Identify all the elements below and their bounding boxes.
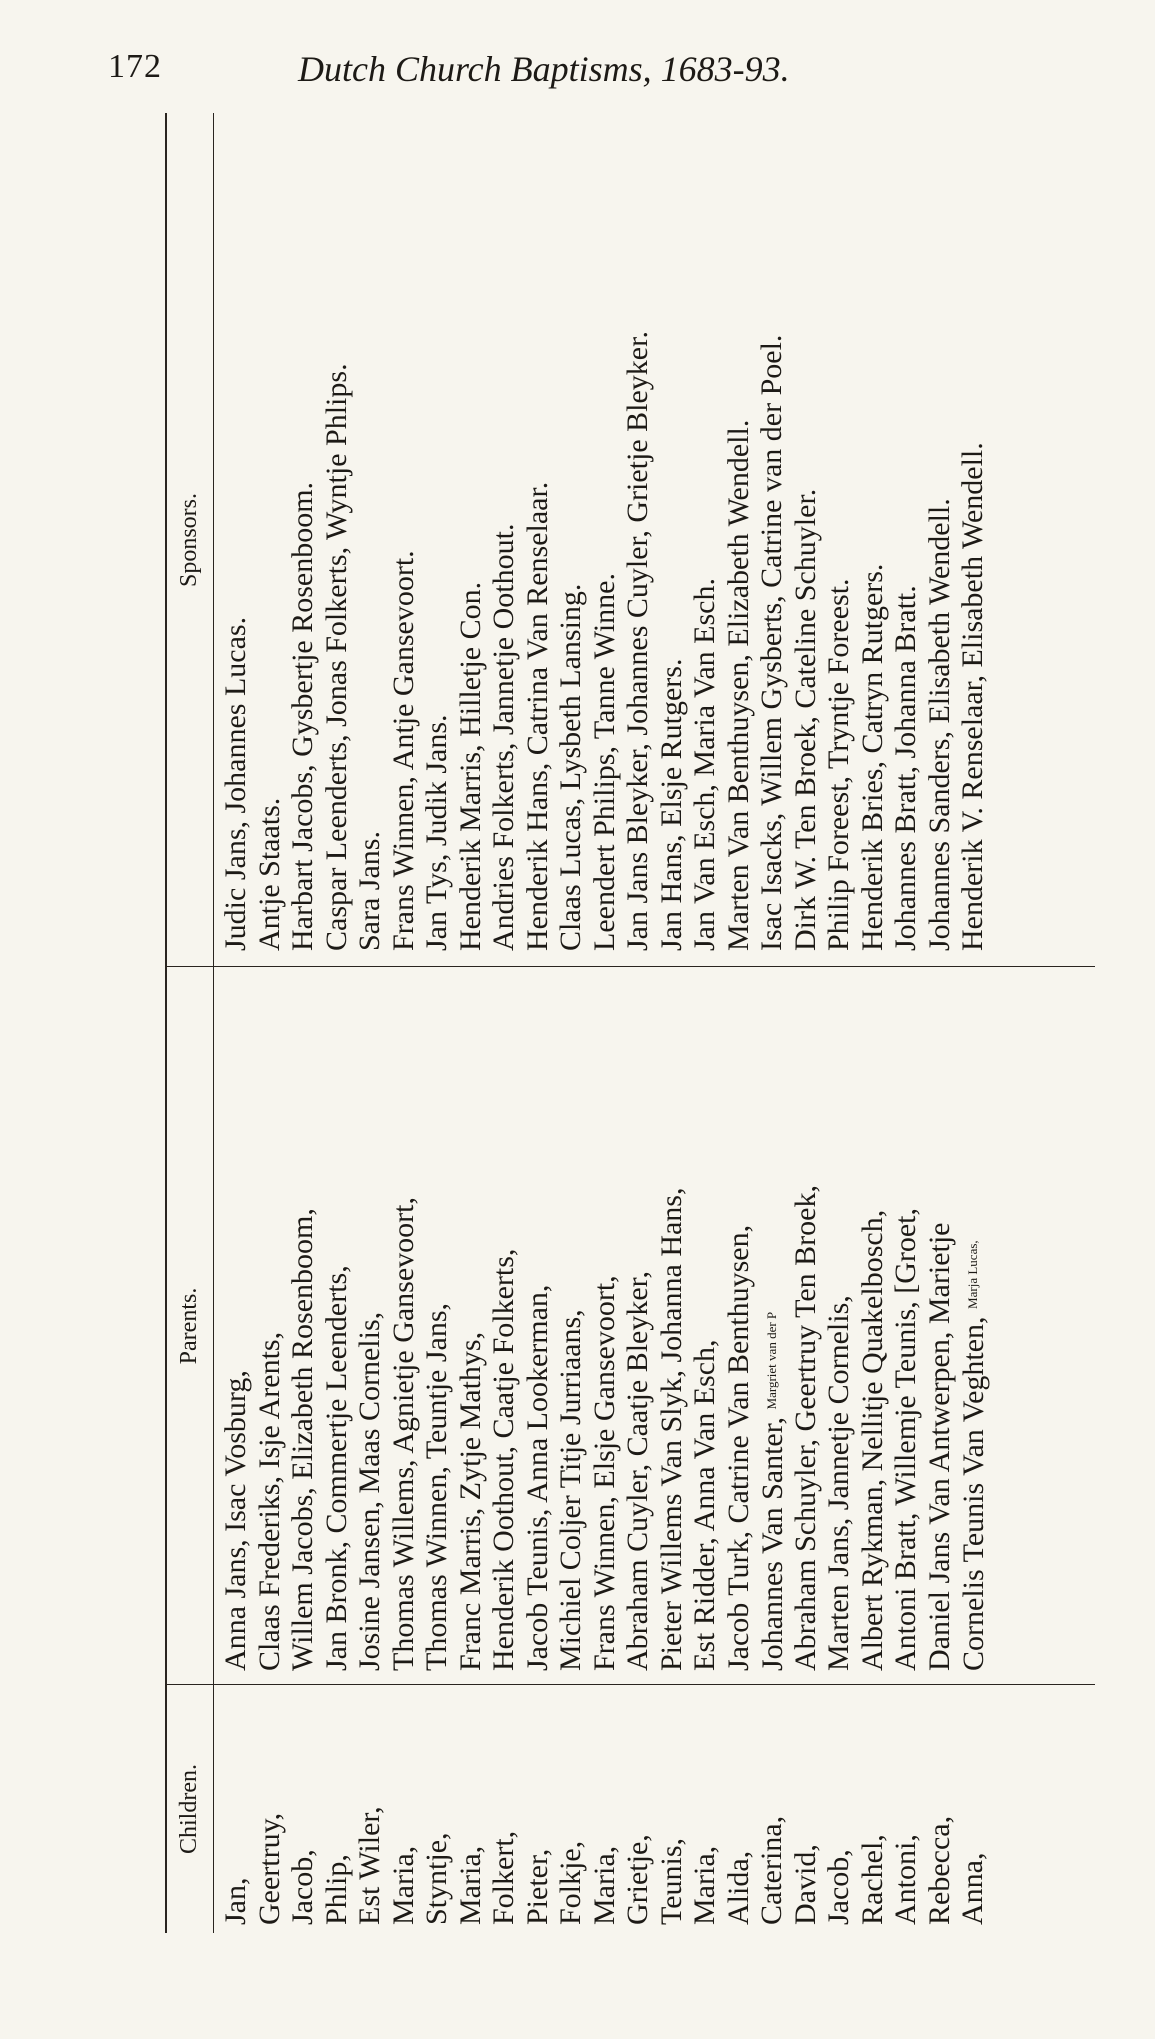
parents-names	[420, 1303, 453, 1671]
sponsors-names: Antje Staats.	[252, 797, 286, 951]
child-name: Maria,	[587, 1845, 621, 1925]
sponsors-names: Henderik Bries, Catryn Rutgers.	[855, 563, 889, 951]
parents-text: Josine Jansen, Maas Cornelis,	[353, 1311, 386, 1671]
parents-names	[521, 1285, 554, 1671]
parents-names	[286, 1208, 319, 1671]
sponsors-names: Jan Jans Bleyker, Johannes Cuyler, Grietje Bleyker.	[621, 331, 654, 951]
parents-text: Johannes Van Santer,	[756, 1416, 789, 1671]
parents-names	[688, 1339, 721, 1671]
parents-note: Margriet van der P	[764, 1311, 779, 1410]
table-row	[655, 113, 688, 1933]
child-name: Est Wiler,	[353, 1806, 386, 1925]
parents-text: Jacob Teunis, Anna Lookerman,	[520, 1284, 554, 1671]
table-row	[454, 113, 487, 1933]
parents-text: Daniel Jans Van Antwerpen, Marietje	[922, 1222, 956, 1671]
child-name: Styntje,	[420, 1832, 453, 1925]
column-header-children: Children.	[176, 1764, 202, 1854]
child-name: Antoni,	[889, 1834, 922, 1925]
sponsors-names: Philip Foreest, Tryntje Foreest.	[822, 578, 855, 951]
sponsors-names: Henderik V. Renselaar, Elisabeth Wendell.	[956, 442, 989, 951]
parents-text: Frans Winnen, Elsje Gansevoort,	[587, 1275, 621, 1671]
sponsors-names: Johannes Sanders, Elisabeth Wendell.	[922, 498, 956, 951]
parents-names	[353, 1312, 386, 1671]
table-row	[320, 113, 353, 1933]
table-top-rule	[165, 113, 167, 1933]
table-row	[688, 113, 721, 1933]
sponsors-names: Judic Jans, Johannes Lucas.	[219, 616, 252, 951]
parents-text: Est Ridder, Anna Van Esch,	[688, 1339, 721, 1671]
parents-names	[454, 1332, 487, 1671]
child-name: Rachel,	[855, 1834, 889, 1925]
child-name: Maria,	[386, 1845, 420, 1925]
child-name: Geertruy,	[252, 1812, 286, 1925]
child-name: Folkje,	[554, 1840, 587, 1925]
page-number: 172	[108, 48, 162, 85]
child-name: Pieter,	[520, 1848, 554, 1925]
parents-text: Marten Jans, Jannetje Cornelis,	[822, 1295, 855, 1671]
parents-text: Jan Bronk, Commertje Leenderts,	[319, 1265, 353, 1671]
parents-names	[755, 1312, 789, 1671]
sponsors-names: Caspar Leenderts, Jonas Folkerts, Wyntje Phlips.	[319, 363, 353, 951]
sponsors-names: Johannes Bratt, Johanna Bratt.	[889, 585, 922, 951]
sponsors-names: Harbart Jacobs, Gysbertje Rosenboom.	[286, 481, 319, 951]
parents-text: Thomas Winnen, Teuntje Jans,	[420, 1302, 453, 1671]
sponsors-names: Andries Folkerts, Jannetje Oothout.	[487, 523, 520, 951]
sponsors-names: Isac Isacks, Willem Gysberts, Catrine van der Poel.	[755, 334, 788, 951]
child-name: Teunis,	[654, 1837, 688, 1925]
column-header-parents: Parents.	[176, 1287, 202, 1365]
sponsors-names: Sara Jans.	[353, 831, 386, 951]
sponsors-names: Jan Tys, Judik Jans.	[420, 714, 453, 951]
table-row	[353, 113, 386, 1933]
table-row	[420, 113, 453, 1933]
parents-names	[789, 1185, 822, 1671]
sponsors-names: Henderik Marris, Hilletje Con.	[453, 581, 487, 951]
table-row	[722, 113, 755, 1933]
sponsors-names: Dirk W. Ten Broek, Cateline Schuyler.	[788, 488, 822, 951]
table-row	[487, 113, 520, 1933]
child-name: Anna,	[956, 1852, 989, 1925]
parents-text: Pieter Willems Van Slyk, Johanna Hans,	[654, 1187, 688, 1671]
parents-note: Marja Lucas,	[965, 1240, 980, 1309]
table-row	[521, 113, 554, 1933]
parents-text: Abraham Schuyler, Geertruy Ten Broek,	[788, 1185, 822, 1671]
parents-names	[219, 1370, 252, 1671]
child-name: Caterina,	[755, 1815, 788, 1925]
child-name: Grietje,	[621, 1834, 654, 1925]
table-row	[253, 113, 286, 1933]
child-name: Phlip,	[319, 1854, 353, 1925]
parents-names	[889, 1208, 922, 1671]
sponsors-names: Marten Van Benthuysen, Elizabeth Wendell.	[721, 419, 755, 951]
table-row	[789, 113, 822, 1933]
parents-names	[387, 1197, 420, 1671]
child-name: Folkert,	[487, 1830, 520, 1925]
parents-text: Abraham Cuyler, Caatje Bleyker,	[621, 1271, 654, 1671]
table-body	[165, 113, 1095, 1933]
child-name: Maria,	[688, 1845, 721, 1925]
baptism-table	[165, 113, 1095, 1933]
child-name: Jacob,	[286, 1849, 319, 1925]
page-header	[0, 38, 1155, 98]
parents-text: Henderik Oothout, Caatje Folkerts,	[487, 1248, 520, 1671]
child-name: Jan,	[219, 1877, 252, 1925]
table-row	[286, 113, 319, 1933]
parents-names	[621, 1271, 654, 1671]
sponsors-names: Jan Hans, Elsje Rutgers.	[654, 658, 688, 951]
table-row	[822, 113, 855, 1933]
child-name: Alida,	[721, 1850, 755, 1925]
parents-names	[320, 1265, 353, 1671]
table-row	[219, 113, 252, 1933]
parents-text: Albert Rykman, Nellitje Quakelbosch,	[855, 1209, 889, 1671]
sponsors-names: Leendert Philips, Tanne Winne.	[587, 572, 621, 951]
parents-text: Franc Marris, Zytje Mathys,	[453, 1331, 487, 1671]
parents-names	[956, 1240, 990, 1671]
table-row	[956, 113, 989, 1933]
parents-names	[722, 1225, 755, 1671]
child-name: Maria,	[453, 1845, 487, 1925]
parents-names	[822, 1295, 855, 1671]
child-name: David,	[788, 1844, 822, 1925]
parents-text: Antoni Bratt, Willemje Teunis, [Groet,	[889, 1207, 922, 1671]
parents-text: Cornelis Teunis Van Veghten,	[957, 1316, 990, 1671]
table-row	[554, 113, 587, 1933]
table-row	[621, 113, 654, 1933]
parents-text: Thomas Willems, Agnietje Gansevoort,	[386, 1197, 420, 1671]
sponsors-names: Jan Van Esch, Maria Van Esch.	[688, 578, 721, 951]
header-rule	[213, 113, 214, 1933]
sponsors-names: Frans Winnen, Antje Gansevoort.	[386, 550, 420, 951]
table-row	[856, 113, 889, 1933]
table-row	[889, 113, 922, 1933]
parents-text: Anna Jans, Isac Vosburg,	[219, 1370, 252, 1671]
column-header-sponsors: Sponsors.	[176, 492, 202, 588]
child-name: Jacob,	[822, 1849, 855, 1925]
table-row	[387, 113, 420, 1933]
child-name: Rebecca,	[922, 1815, 956, 1925]
parents-names	[487, 1249, 520, 1671]
parents-names	[923, 1223, 956, 1672]
parents-names	[253, 1332, 286, 1671]
parents-names	[856, 1210, 889, 1671]
table-row	[755, 113, 788, 1933]
parents-names	[588, 1275, 621, 1671]
parents-text: Willem Jacobs, Elizabeth Rosenboom,	[286, 1208, 319, 1671]
table-row	[588, 113, 621, 1933]
sponsors-names: Claas Lucas, Lysbeth Lansing.	[554, 583, 587, 951]
table-row	[923, 113, 956, 1933]
running-title: Dutch Church Baptisms, 1683-93.	[298, 49, 790, 89]
parents-text: Jacob Turk, Catrine Van Benthuysen,	[721, 1224, 755, 1671]
sponsors-names: Henderik Hans, Catrina Van Renselaar.	[520, 481, 554, 951]
parents-names	[554, 1309, 587, 1671]
parents-text: Claas Frederiks, Isje Arents,	[252, 1331, 286, 1671]
parents-names	[655, 1188, 688, 1671]
parents-text: Michiel Coljer Titje Jurriaans,	[554, 1309, 587, 1671]
